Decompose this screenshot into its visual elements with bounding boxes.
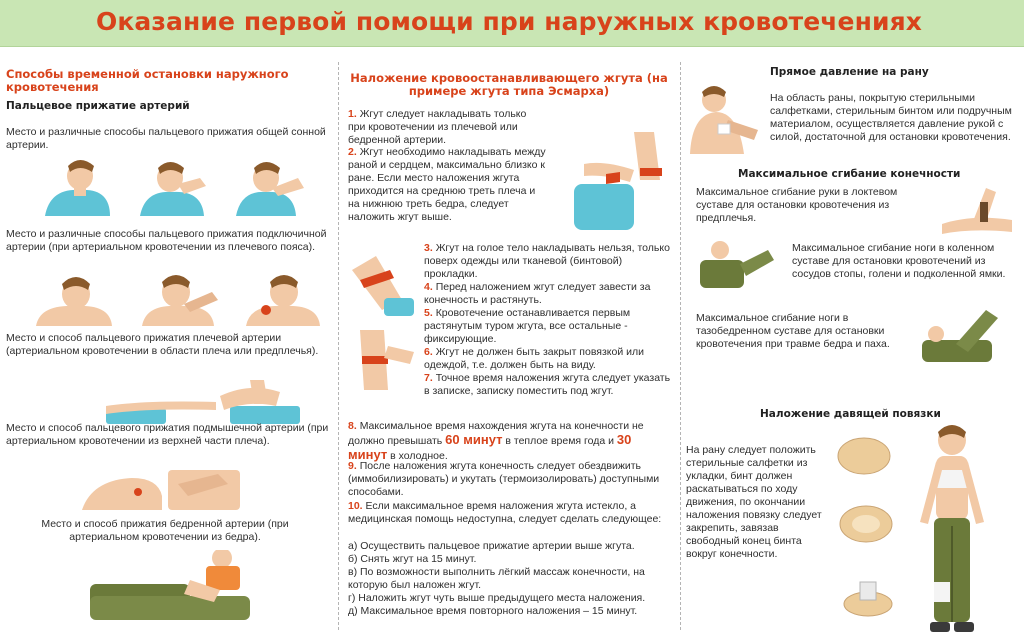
item-text: Кровотечение останавливается первым растянутым туром жгута, все остальные - фиксирующие. — [424, 307, 631, 345]
carotid-text: Место и различные способы пальцевого прижатия общей сонной артерии. — [6, 126, 326, 151]
arm-flexion-text: Максимальное сгибание руки в локтевом суставе для остановки кровотечения из предплечья. — [696, 186, 898, 224]
tourniquet-steps — [348, 540, 670, 618]
brachial-illustration — [100, 376, 320, 426]
tourniquet-item-5 — [424, 307, 678, 346]
cold-limit-value: 30 минут — [348, 432, 632, 462]
tourniquet-item-7 — [424, 372, 678, 398]
warm-limit-value: 60 минут — [445, 432, 503, 447]
bandage-roll-illustration — [838, 574, 898, 618]
item-text: в холодное. — [387, 450, 448, 462]
item-text: Жгут на голое тело накладывать нельзя, только поверх одежды или тканевой (бинтовой) прокладки. — [424, 242, 670, 280]
bandage-pad-1-illustration — [834, 434, 894, 478]
subclavian-text: Место и различные способы пальцевого прижатия подключичной артерии (при артериальном кровотечении из плечевого пояса). — [6, 228, 327, 253]
item-number: 10. — [348, 500, 363, 512]
carotid-illustration-1 — [40, 158, 110, 216]
item-number: 2. — [348, 146, 357, 158]
step-d: г) Наложить жгут чуть выше предыдущего места наложения. — [348, 592, 646, 604]
item-number: 1. — [348, 108, 357, 120]
item-text: Жгут следует накладывать только при кровотечении из плечевой или бедренной артерии. — [348, 108, 527, 146]
tourniquet-item-8 — [348, 420, 670, 463]
left-subheading: Пальцевое прижатие артерий — [6, 100, 190, 112]
hip-flexion-text: Максимальное сгибание ноги в тазобедренном суставе для остановки кровотечения при травме бедра и паха. — [696, 312, 890, 350]
item-number: 5. — [424, 307, 433, 319]
tourniquet-items-3-7 — [424, 242, 678, 398]
subclavian-illustration-2 — [140, 272, 220, 326]
pressure-bandage-heading: Наложение давящей повязки — [760, 408, 941, 420]
bandage-pad-2-illustration — [836, 502, 896, 546]
item-text: Жгут не должен быть закрыт повязкой или одеждой, т.е. должен быть на виду. — [424, 346, 644, 371]
tourniquet-leg-illustration-1 — [346, 250, 420, 322]
item-number: 7. — [424, 372, 433, 384]
hip-flexion-illustration — [916, 304, 1016, 370]
axillary-illustration — [78, 464, 248, 514]
title-banner — [0, 0, 1024, 47]
tourniquet-item-6 — [424, 346, 678, 372]
page-title: Оказание первой помощи при наружных кровотечениях — [96, 7, 922, 36]
item-text: Точное время наложения жгута следует указать в записке, записку поместить под жгут. — [424, 372, 671, 397]
tourniquet-item-4 — [424, 281, 678, 307]
subclavian-illustration-1 — [32, 272, 112, 326]
right-column — [680, 54, 1024, 642]
direct-pressure-illustration — [688, 84, 764, 154]
left-heading: Способы временной остановки наружного кровотечения — [6, 67, 289, 94]
step-c: в) По возможности выполнить лёгкий массаж конечности, на которую был наложен жгут. — [348, 566, 645, 591]
item-text: Перед наложением жгут следует завести за конечность и растянуть. — [424, 281, 651, 306]
step-b: б) Снять жгут на 15 минут. — [348, 553, 477, 565]
item-number: 4. — [424, 281, 433, 293]
femoral-text: Место и способ прижатия бедренной артерии (при артериальном кровотечении из бедра). — [41, 518, 289, 543]
max-flexion-heading: Максимальное сгибание конечности — [738, 168, 961, 180]
carotid-illustration-2 — [138, 158, 208, 216]
item-number: 3. — [424, 242, 433, 254]
middle-column — [338, 54, 680, 642]
item-text: Если максимальное время наложения жгута истекло, а медицинская помощь недоступна, следует сделать следующее: — [348, 500, 662, 525]
tourniquet-item-3 — [424, 242, 678, 281]
tourniquet-item-1 — [348, 108, 544, 147]
item-text: После наложения жгута конечность следует обездвижить (иммобилизировать) и укутать (термоизолировать) доступными способами. — [348, 460, 660, 498]
subclavian-illustration-3 — [244, 272, 324, 326]
knee-flexion-text: Максимальное сгибание ноги в коленном суставе для остановки кровотечений из сосудов стопы, голени и подколенной ямки. — [792, 242, 1006, 280]
knee-flexion-illustration — [696, 240, 776, 302]
carotid-illustration-3 — [236, 158, 306, 216]
tourniquet-item-2 — [348, 146, 548, 224]
tourniquet-arm-illustration — [554, 124, 674, 240]
item-number: 8. — [348, 420, 357, 432]
tourniquet-item-10 — [348, 500, 670, 526]
bandaged-man-illustration — [902, 422, 1002, 638]
axillary-text: Место и способ пальцевого прижатия подмышечной артерии (при артериальном кровотечении из верхней части плеча). — [6, 422, 329, 447]
tourniquet-leg-illustration-2 — [350, 326, 420, 396]
direct-pressure-text: На область раны, покрытую стерильными салфетками, стерильным бинтом или подручным материалом, осуществляется давление рукой с силой, достаточной для остановки кровотечения. — [770, 92, 1012, 143]
arm-flexion-illustration — [936, 184, 1016, 234]
item-text: в теплое время года и — [502, 435, 617, 447]
femoral-illustration — [90, 550, 260, 636]
middle-heading: Наложение кровоостанавливающего жгута (на примере жгута типа Эсмарха) — [350, 71, 668, 98]
item-number: 6. — [424, 346, 433, 358]
left-column — [0, 54, 338, 642]
step-e: д) Максимальное время повторного наложения – 15 минут. — [348, 605, 638, 617]
item-number: 9. — [348, 460, 357, 472]
direct-pressure-heading: Прямое давление на рану — [770, 66, 929, 78]
item-text: Жгут необходимо накладывать между раной и сердцем, максимально близко к ране. Если место наложения жгута приходится на среднюю треть плеча и на нижнюю треть бедра, следует наложить жгут выше. — [348, 146, 546, 223]
tourniquet-item-9 — [348, 460, 670, 499]
step-a: а) Осуществить пальцевое прижатие артерии выше жгута. — [348, 540, 635, 552]
pressure-bandage-text: На рану следует положить стерильные салфетки из укладки, бинт должен раскатываться по ходу движения, по окончании наложения повязку следует закрепить, завязав свободный конец бинта вокруг конечности. — [686, 444, 822, 560]
item-text: Максимальное время нахождения жгута на конечности не должно превышать — [348, 420, 644, 447]
brachial-text: Место и способ пальцевого прижатия плечевой артерии (артериальном кровотечении в области плеча или предплечья). — [6, 332, 319, 357]
